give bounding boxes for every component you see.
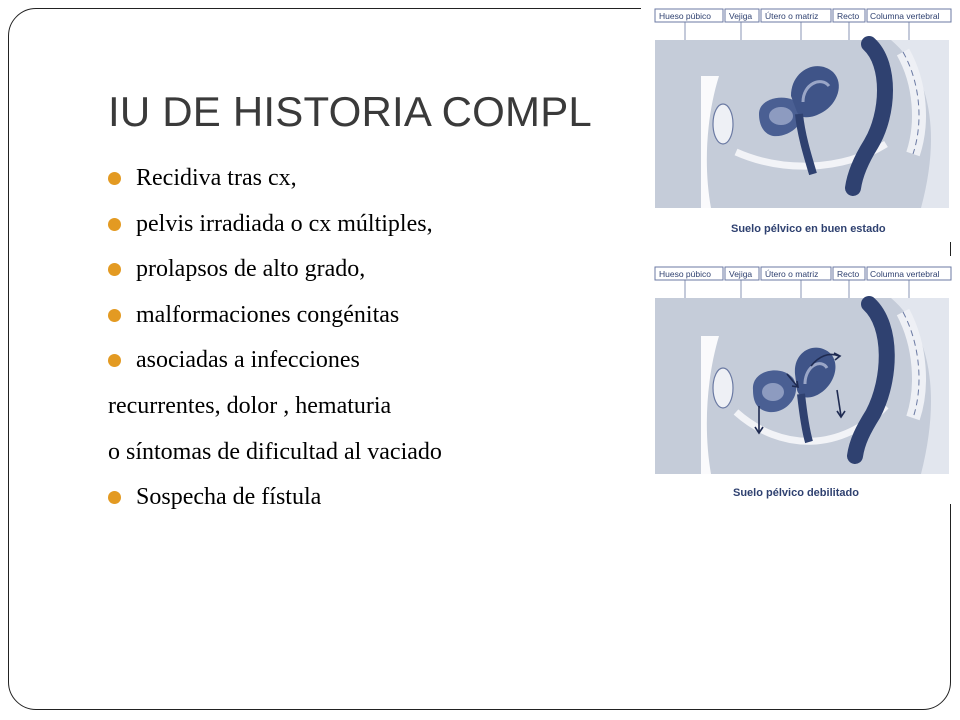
bullet-list [108,156,628,521]
label-utero: Útero o matriz [765,11,819,21]
list-item-text: asociadas a infecciones [136,347,360,374]
bullet-icon [108,309,121,322]
list-item [108,338,628,384]
list-item-text: Sospecha de fístula [136,484,322,511]
list-continuation [108,430,628,476]
list-continuation [108,384,628,430]
list-item-text: pelvis irradiada o cx múltiples, [136,210,433,237]
pelvic-floor-weakened-figure [641,256,955,504]
pelvic-diagram-weakened [641,256,955,504]
list-item [108,475,628,521]
label-recto: Recto [837,269,860,279]
label-recto: Recto [837,11,860,21]
list-item-text: prolapsos de alto grado, [136,256,366,283]
bullet-icon [108,172,121,185]
bullet-icon [108,491,121,504]
label-hueso-pubico: Hueso púbico [659,11,711,21]
bullet-icon [108,218,121,231]
list-item [108,247,628,293]
list-item-text: malformaciones congénitas [136,301,400,328]
list-item-text: o síntomas de dificultad al vaciado [108,438,442,465]
label-columna: Columna vertebral [870,11,940,21]
label-columna: Columna vertebral [870,269,940,279]
label-vejiga: Vejiga [729,11,753,21]
list-item-text: Recidiva tras cx, [136,165,297,191]
label-utero: Útero o matriz [765,269,819,279]
figure-caption-weakened: Suelo pélvico debilitado [733,487,859,499]
pelvic-diagram-healthy [641,4,955,242]
list-item [108,202,628,248]
bullet-icon [108,354,121,367]
figure-caption-healthy: Suelo pélvico en buen estado [731,223,886,235]
label-hueso-pubico: Hueso púbico [659,269,711,279]
list-item [108,293,628,339]
list-item-text: recurrentes, dolor , hematuria [108,392,392,419]
slide-title: IU DE HISTORIA COMPL [108,88,592,135]
pelvic-floor-healthy-figure [641,4,955,242]
label-vejiga: Vejiga [729,269,753,279]
bullet-icon [108,263,121,276]
list-item [108,156,628,202]
